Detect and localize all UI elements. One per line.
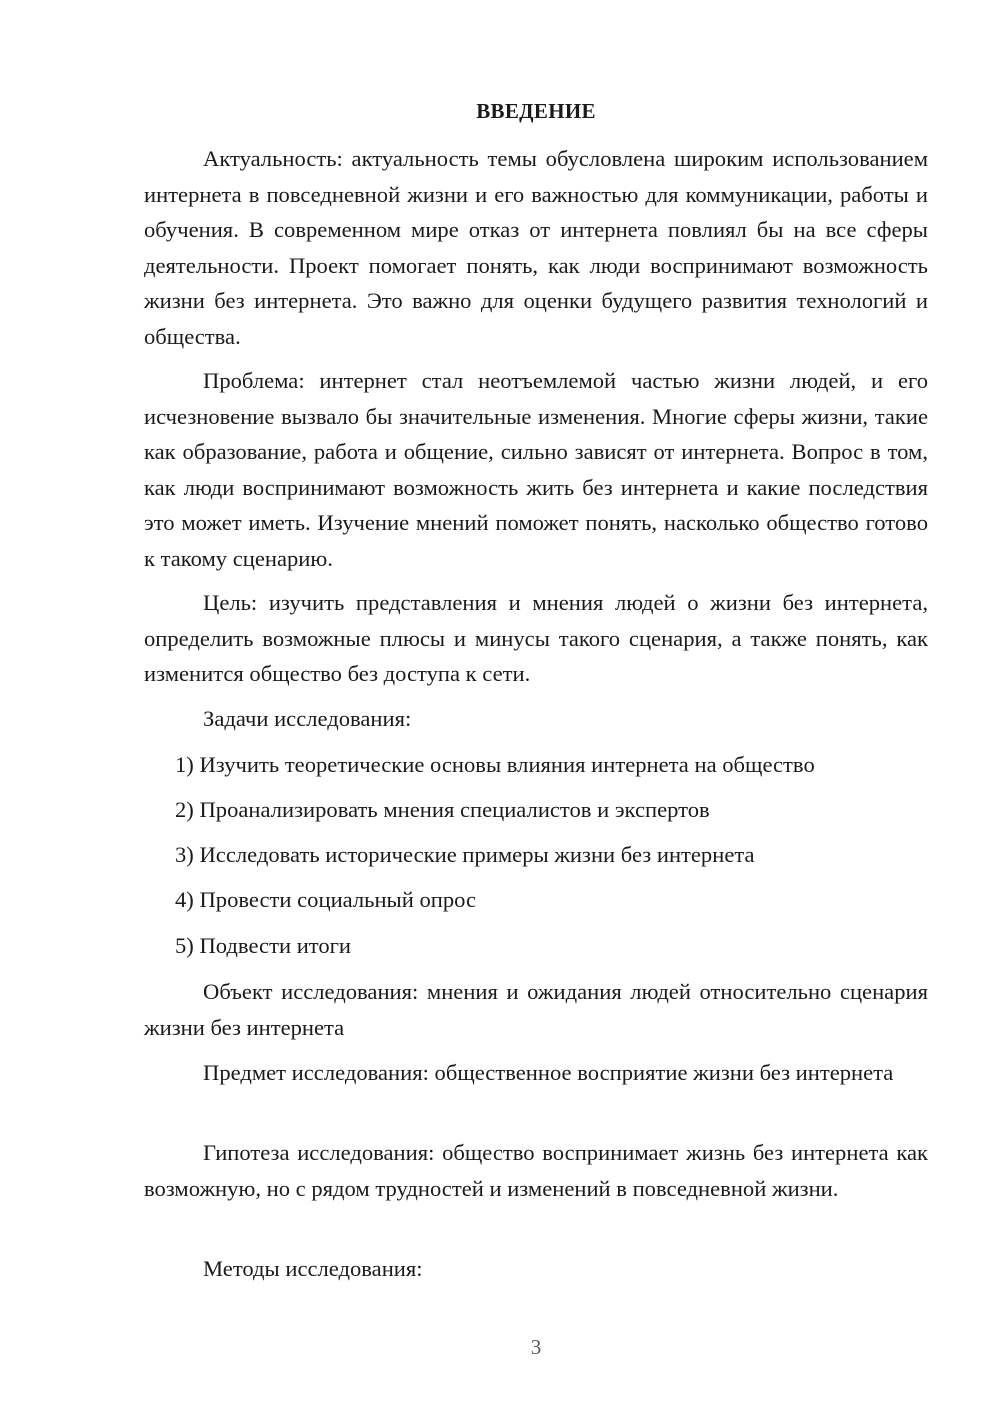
methods-heading: Методы исследования: xyxy=(203,1256,423,1281)
page-number: 3 xyxy=(530,1335,542,1359)
paragraph-subject: Предмет исследования: общественное восприятие жизни без интернета xyxy=(203,1060,894,1085)
page-title: ВВЕДЕНИЕ xyxy=(476,99,596,123)
paragraph-problem: Проблема: интернет стал неотъемлемой частью жизни людей, и его исчезновение вызвало бы значительные изменения. Многие сферы жизни, такие как образование, работа и общение, сильно зависят от интернета. Вопрос в том, как люди воспринимают возможность жить без интернета и какие последствия это может иметь. Изучение мнений поможет понять, насколько общество готово к такому сценарию. xyxy=(144,368,928,571)
task-item-3: 3) Исследовать исторические примеры жизни без интернета xyxy=(175,842,755,867)
paragraph-goal: Цель: изучить представления и мнения людей о жизни без интернета, определить возможные плюсы и минусы такого сценария, а также понять, как изменится общество без доступа к сети. xyxy=(144,590,928,686)
tasks-heading: Задачи исследования: xyxy=(203,706,412,731)
paragraph-object: Объект исследования: мнения и ожидания людей относительно сценария жизни без интернета xyxy=(144,979,928,1040)
task-item-1: 1) Изучить теоретические основы влияния интернета на общество xyxy=(175,752,815,777)
paragraph-relevance: Актуальность: актуальность темы обусловлена широким использованием интернета в повседневной жизни и его важностью для коммуникации, работы и обучения. В современном мире отказ от интернета повлиял бы на все сферы деятельности. Проект помогает понять, как люди воспринимают возможность жизни без интернета. Это важно для оценки будущего развития технологий и общества. xyxy=(144,146,928,349)
task-item-5: 5) Подвести итоги xyxy=(175,933,352,958)
task-item-2: 2) Проанализировать мнения специалистов и экспертов xyxy=(175,797,710,822)
task-item-4: 4) Провести социальный опрос xyxy=(175,887,477,912)
paragraph-hypothesis: Гипотеза исследования: общество воспринимает жизнь без интернета как возможную, но с рядом трудностей и изменений в повседневной жизни. xyxy=(144,1140,928,1201)
